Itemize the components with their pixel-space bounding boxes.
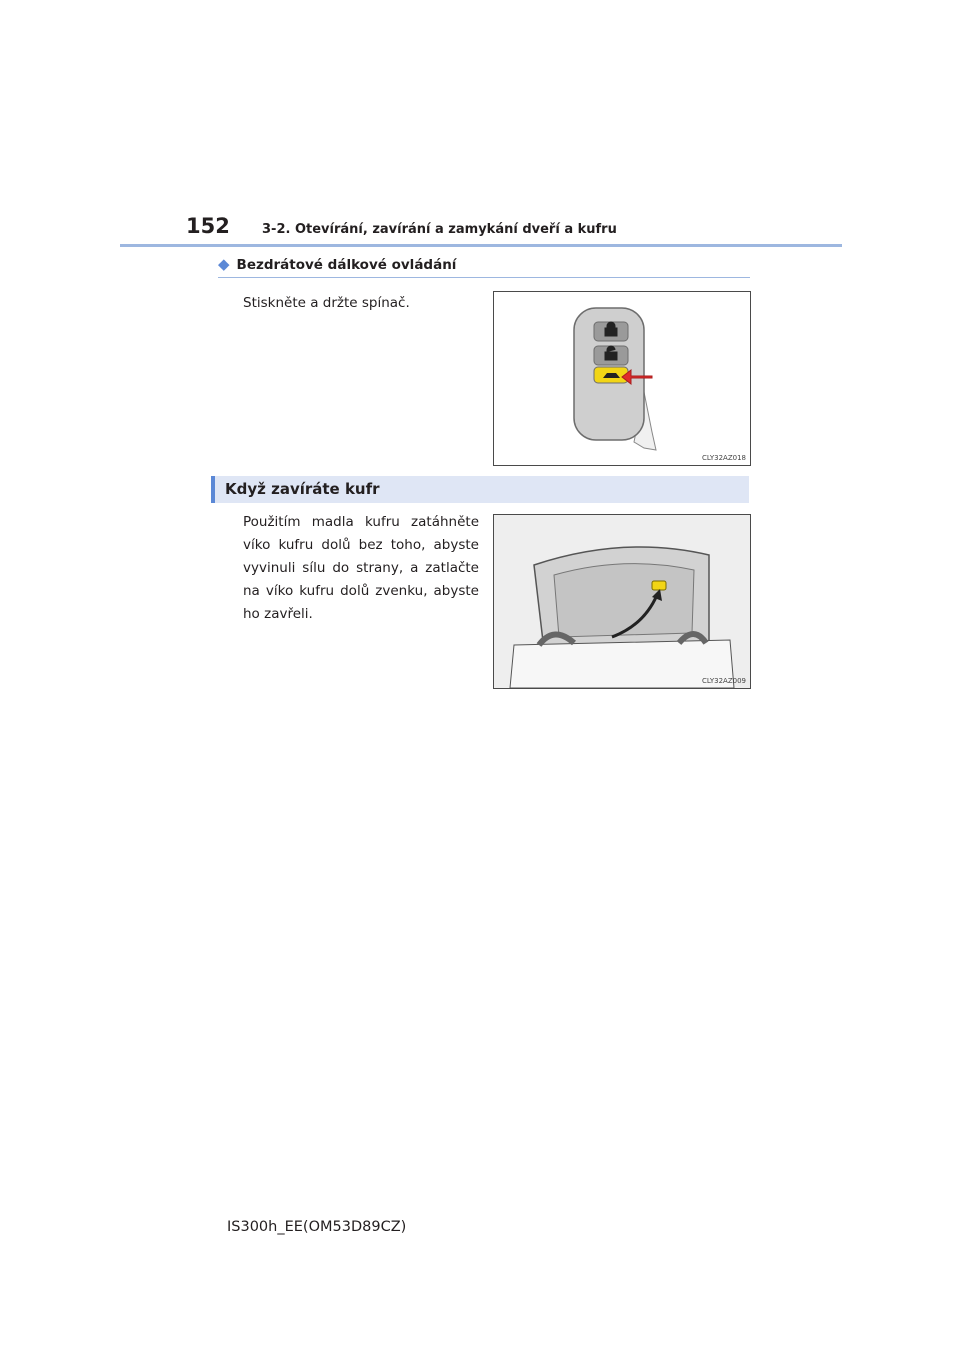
trunk-illustration (494, 515, 750, 688)
key-fob-figure (493, 291, 751, 466)
header-rule (120, 244, 842, 247)
diamond-bullet-icon: ◆ (218, 255, 230, 273)
figure-code: CLY32AZ009 (702, 677, 746, 685)
section-text: Použitím madla kufru zatáhněte víko kufru dolů bez toho, abyste vyvinuli sílu do strany, a zatlačte na víko kufru dolů zvenku, abyste ho zavřeli. (243, 514, 479, 622)
subsection-rule (218, 277, 750, 278)
subsection-text: Stiskněte a držte spínač. (243, 295, 410, 311)
section-accent (211, 476, 215, 503)
footer-model-code: IS300h_EE(OM53D89CZ) (227, 1219, 407, 1235)
section-heading (211, 476, 749, 503)
trunk-closing-figure (493, 514, 751, 689)
section-heading-text: Když zavíráte kufr (225, 480, 380, 498)
chapter-title: 3-2. Otevírání, zavírání a zamykání dveří a kufru (262, 222, 617, 237)
key-fob-illustration (494, 292, 750, 465)
page-number: 152 (186, 214, 230, 238)
subsection-title-text: Bezdrátové dálkové ovládání (236, 257, 457, 273)
figure-code: CLY32AZ018 (702, 454, 746, 462)
subsection-title (218, 255, 456, 273)
